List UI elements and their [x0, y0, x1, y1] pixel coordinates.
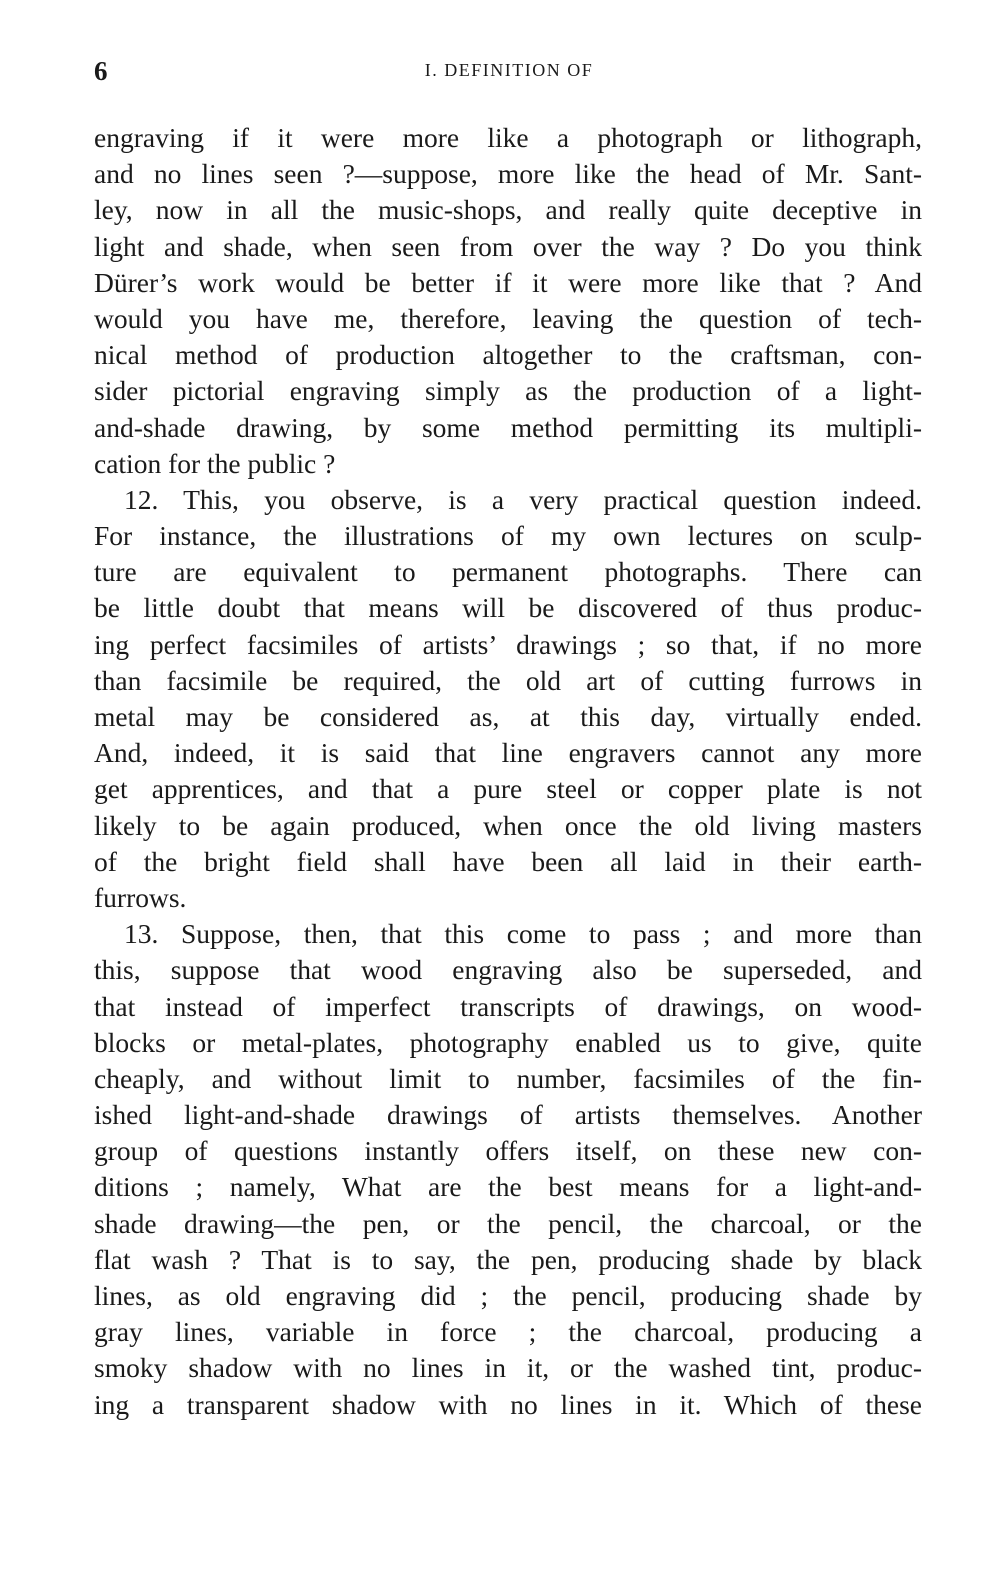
text-line: ing a transparent shadow with no lines in it. Which of these [94, 1388, 922, 1420]
text-line: would you have me, therefore, leaving the question of tech- [94, 302, 922, 334]
text-line: and-shade drawing, by some method permitting its multipli- [94, 411, 922, 443]
text-line: ished light-and-shade drawings of artists themselves. Another [94, 1099, 922, 1131]
text-line: For instance, the illustrations of my own lectures on sculp- [94, 520, 922, 552]
text-line: of the bright field shall have been all laid in their earth- [94, 845, 922, 877]
text-line: smoky shadow with no lines in it, or the washed tint, produc- [94, 1352, 922, 1384]
text-line: lines, as old engraving did ; the pencil, producing shade by [94, 1280, 922, 1311]
text-line: ing perfect facsimiles of artists’ drawings ; so that, if no more [94, 628, 922, 660]
text-line: ditions ; namely, What are the best means for a light-and- [94, 1171, 922, 1203]
text-line: than facsimile be required, the old art of cutting furrows in [94, 664, 922, 696]
text-line: ley, now in all the music-shops, and really quite deceptive in [94, 194, 922, 226]
text-line: flat wash ? That is to say, the pen, producing shade by black [94, 1243, 922, 1275]
text-line: engraving if it were more like a photograph or lithograph, [94, 122, 922, 153]
text-line: light and shade, when seen from over the way ? Do you think [94, 230, 922, 262]
text-line: get apprentices, and that a pure steel or copper plate is not [94, 773, 922, 805]
text-line: cheaply, and without limit to number, facsimiles of the fin- [94, 1062, 922, 1094]
paragraph-12-start: 12. This, you observe, is a very practical question indeed. [124, 483, 922, 515]
text-line: this, suppose that wood engraving also be superseded, and [94, 954, 922, 986]
text-line: Dürer’s work would be better if it were more like that ? And [94, 266, 922, 298]
text-line: group of questions instantly offers itself, on these new con- [94, 1135, 922, 1167]
text-line: shade drawing—the pen, or the pencil, the charcoal, or the [94, 1207, 922, 1239]
text-line: likely to be again produced, when once the old living masters [94, 809, 922, 841]
text-line: gray lines, variable in force ; the charcoal, producing a [94, 1316, 922, 1348]
running-head [94, 56, 924, 86]
text-line: blocks or metal-plates, photography enabled us to give, quite [94, 1026, 922, 1058]
text-line: nical method of production altogether to the craftsman, con- [94, 339, 922, 371]
text-line: cation for the public ? [94, 447, 336, 479]
body-text [94, 120, 922, 1423]
text-line: that instead of imperfect transcripts of drawings, on wood- [94, 990, 922, 1022]
text-line: be little doubt that means will be discovered of thus produc- [94, 592, 922, 624]
text-line: sider pictorial engraving simply as the production of a light- [94, 375, 922, 407]
paragraph-13-start: 13. Suppose, then, that this come to pass ; and more than [124, 918, 922, 950]
running-title: I. DEFINITION OF [424, 60, 594, 80]
text-line: furrows. [94, 881, 187, 913]
text-line: ture are equivalent to permanent photographs. There can [94, 556, 922, 588]
text-line: And, indeed, it is said that line engravers cannot any more [94, 737, 922, 769]
text-line: and no lines seen ?—suppose, more like the head of Mr. Sant- [94, 158, 922, 190]
page-number: 6 [94, 56, 108, 86]
text-line: metal may be considered as, at this day, virtually ended. [94, 701, 922, 732]
